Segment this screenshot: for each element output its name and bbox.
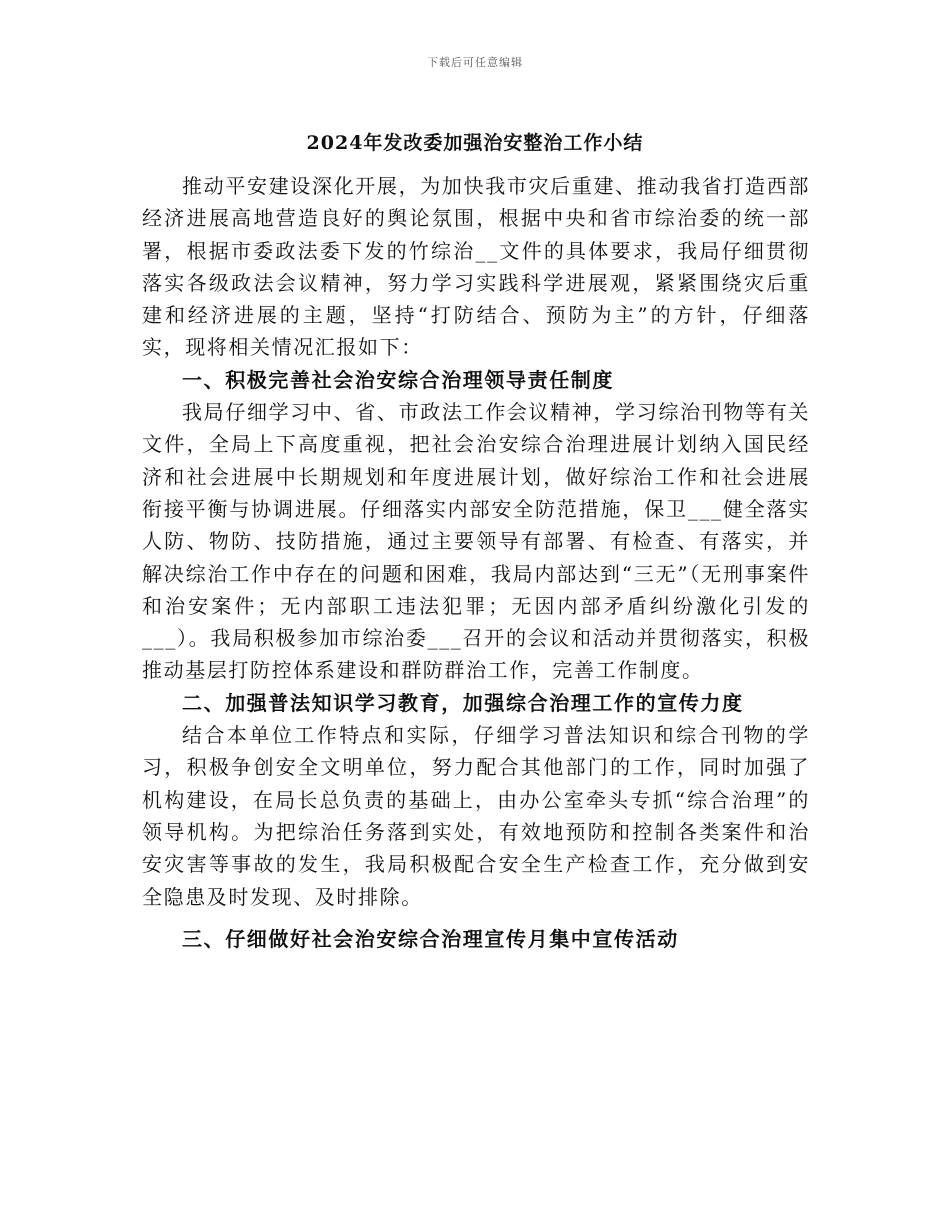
document-title: 2024年发改委加强治安整治工作小结 [306,132,644,154]
header-note: 下载后可任意编辑 [427,56,523,69]
section-2-paragraph: 结合本单位工作特点和实际，仔细学习普法知识和综合刊物的学习，积极争创安全文明单位，努力配合其他部门的工作，同时加强了机构建设，在局长总负责的基础上，由办公室牵头专抓“综合治理”的领导机构。为把综治任务落到实处，有效地预防和控制各类案件和治安灾害等事故的发生，我局积极配合安全生产检查工作，充分做到安全隐患及时发现、及时排除。 [142,723,810,909]
section-2-heading: 二、加强普法知识学习教育，加强综合治理工作的宣传力度 [182,690,744,715]
intro-paragraph: 推动平安建设深化开展，为加快我市灾后重建、推动我省打造西部经济进展高地营造良好的舆论氛围，根据中央和省市综治委的统一部署，根据市委政法委下发的竹综治__文件的具体要求，我局仔细贯彻落实各级政法会议精神，努力学习实践科学进展观，紧紧围绕灾后重建和经济进展的主题，坚持“打防结合、预防为主”的方针，仔细落实，现将相关情况汇报如下： [142,174,810,360]
section-1-paragraph: 我局仔细学习中、省、市政法工作会议精神，学习综治刊物等有关文件，全局上下高度重视，把社会治安综合治理进展计划纳入国民经济和社会进展中长期规划和年度进展计划，做好综治工作和社会进展衔接平衡与协调进展。仔细落实内部安全防范措施，保卫___健全落实人防、物防、技防措施，通过主要领导有部署、有检查、有落实，并解决综治工作中存在的问题和困难，我局内部达到“三无”（无刑事案件和治安案件；无内部职工违法犯罪；无因内部矛盾纠纷激化引发的___）。我局积极参加市综治委___召开的会议和活动并贯彻落实，积极推动基层打防控体系建设和群防群治工作，完善工作制度。 [142,400,810,683]
section-1-heading: 一、积极完善社会治安综合治理领导责任制度 [182,367,614,392]
document-body [142,170,810,955]
section-3-heading: 三、仔细做好社会治安综合治理宣传月集中宣传活动 [182,926,679,951]
